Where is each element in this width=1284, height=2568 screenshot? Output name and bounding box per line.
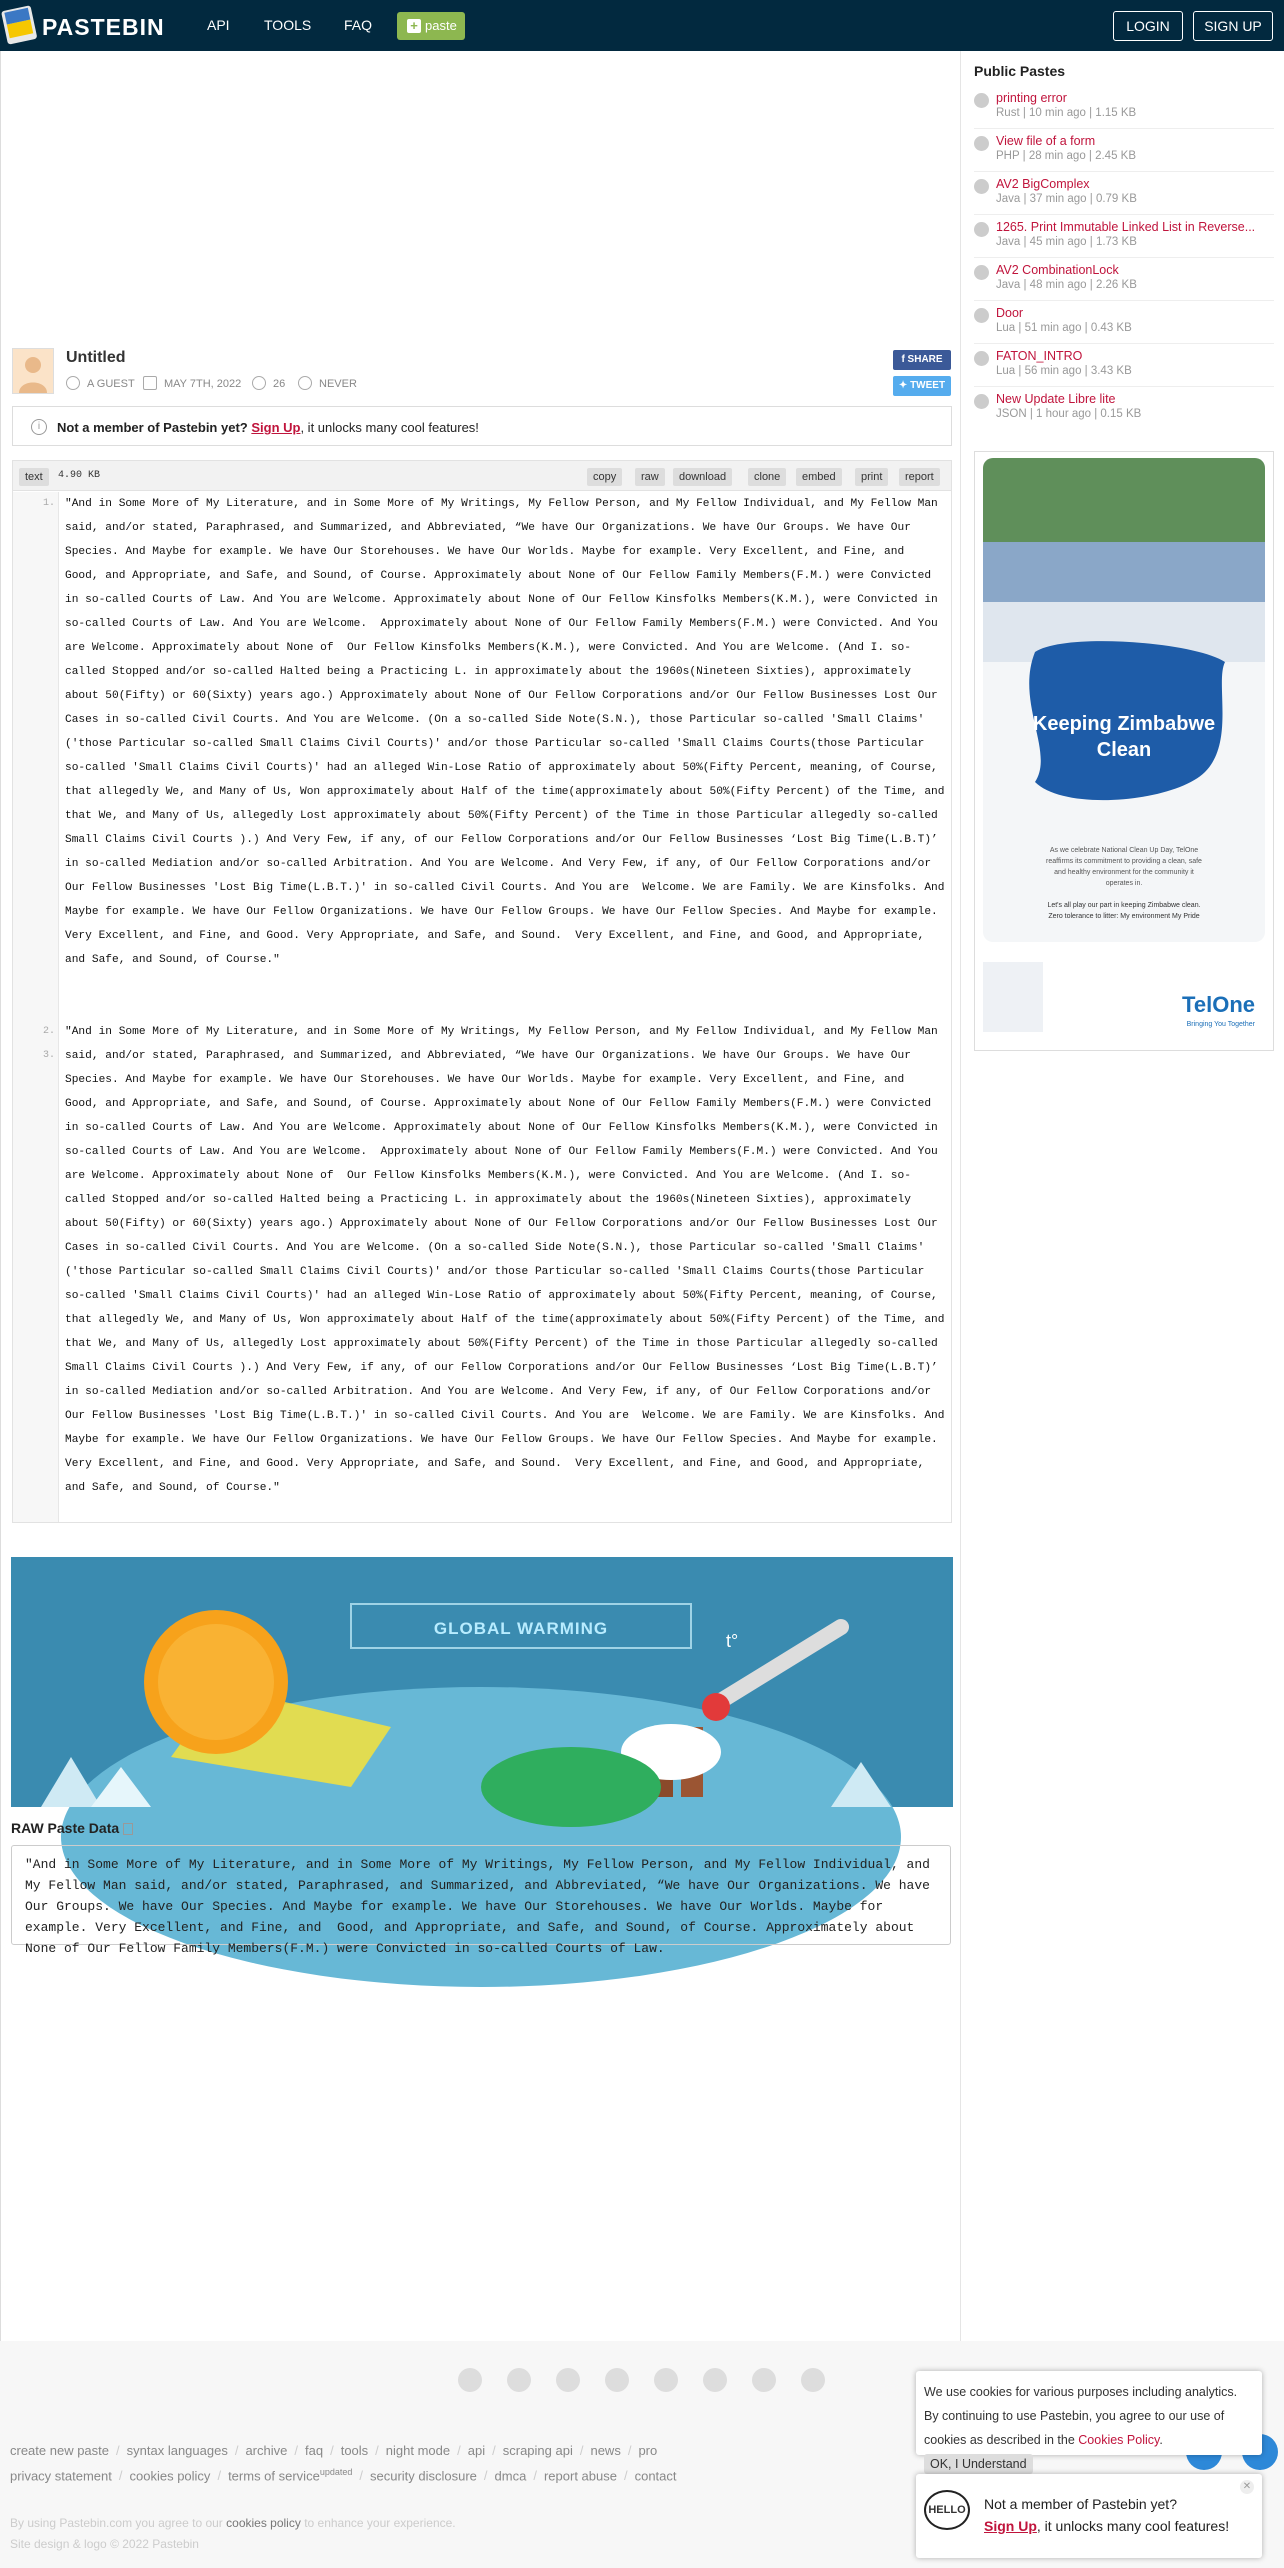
public-paste-item[interactable] bbox=[974, 306, 1274, 344]
ios-icon[interactable] bbox=[556, 2368, 580, 2392]
signup-promo-popup bbox=[916, 2474, 1262, 2558]
public-pastes-title: Public Pastes bbox=[974, 63, 1066, 79]
code-line: "And in Some More of My Literature, and in Some More of My Writings, My Fellow Person, and My Fellow Individual, and My Fellow Man said, and/or stated, Paraphrased, and Summarized, and Abbreviated, “We have Our Organizations. We have Our Groups. We have Our Species. And Maybe for example. We have Our Storehouses. We have Our Worlds. Maybe for example. Very Excellent, and Fine, and Good, and Appropriate, and Safe, and Sound, of Course. Approximately about None of Our Fellow Family Members(F.M.) were Convicted in so-called Courts of Law. And You are Welcome. Approximately about None of Our Fellow Kinsfolks Members(K.M.), were Convicted in so-called Courts of Law. And You are Welcome. Approximately about None of Our Fellow Family Members(F.M.) were Convicted. And You are Welcome. Approximately about None of Our Fellow Kinsfolks Members(K.M.), were Convicted. And You are Welcome. (And I. so-called Stopped and/or so-called Halted being a Practicing L. in approximately about the 1960s(Nineteen Sixties), approximately about 50(Fifty) or 60(Sixty) years ago.) Approximately about None of Our Fellow Corporations and/or Our Fellow Businesses Lost Our Cases in so-called Civil Courts. And You are Welcome. (On a so-called Side Note(S.N.), those Particular so-called 'Small Claims' ('those Particular so-called Small Claims Civil Courts)' and/or those Particular so-called 'Small Claims Courts(those Particular so-called 'Small Claims Civil Courts)' had an alleged Win-Lose Ratio of approximately about 50%(Fifty Percent, meaning, of Course, that allegedly We, and Many of Us, Won approximately about Half of the time(approximately about 50%(Fifty Percent) of the Time, and that We, and Many of Us, allegedly Lost approximately about 50%(Fifty Percent) of the Time in those Particular allegedly so-called Small Claims Civil Courts ).) And Very Few, if any, of our Fellow Corporations and/or Our Fellow Businesses ‘Lost Big Time(L.B.T)’ in so-called Mediation and/or so-called Arbitration. And You are Welcome. And Very Few, if any, of Our Fellow Corporations and/or Our Fellow Businesses 'Lost Big Time(L.B.T.)' in so-called Civil Courts. And You are Welcome. We are Family. We are Kinsfolks. And Maybe for example. We have Our Fellow Organizations. We have Our Fellow Groups. We have Our Fellow Species. And Maybe for example. Very Excellent, and Fine, and Good. Very Appropriate, and Safe, and Sound. Very Excellent, and Fine, and Good, and Appropriate, and Safe, and Sound, of Course." bbox=[65, 1026, 952, 1494]
paste-expiry: NEVER bbox=[319, 378, 357, 390]
raw-paste-title-text: RAW Paste Data bbox=[11, 1820, 120, 1836]
globe-icon bbox=[974, 351, 989, 366]
svg-text:and healthy environment for th: and healthy environment for the community it bbox=[1054, 869, 1194, 876]
paste-size: 4.90 KB bbox=[58, 470, 101, 481]
cookie-text: We use cookies for various purposes including analytics. By continuing to use Pastebin, you agree to our use of cookies as described in the Cookies Policy. OK, I Understand bbox=[924, 2380, 1244, 2476]
report-button[interactable]: report bbox=[899, 468, 940, 486]
footer-link[interactable]: scraping api bbox=[502, 2443, 573, 2458]
global-warming-banner-ad[interactable] bbox=[11, 1557, 953, 1807]
user-silhouette-icon bbox=[13, 349, 53, 393]
public-paste-meta: Java | 37 min ago | 0.79 KB bbox=[996, 193, 1137, 205]
line-number: 3. bbox=[42, 1050, 55, 1061]
globe-icon bbox=[974, 93, 989, 108]
paste-title: Untitled bbox=[66, 349, 126, 366]
telone-ad-graphic bbox=[975, 452, 1273, 1050]
opera-icon[interactable] bbox=[752, 2368, 776, 2392]
x-icon[interactable] bbox=[703, 2368, 727, 2392]
footer-agreement bbox=[10, 2516, 456, 2530]
public-paste-item[interactable] bbox=[974, 91, 1274, 129]
globe-icon bbox=[974, 265, 989, 280]
public-paste-title[interactable]: AV2 BigComplex bbox=[996, 177, 1090, 191]
windows-icon[interactable] bbox=[605, 2368, 629, 2392]
calendar-icon bbox=[143, 376, 157, 390]
cookies-policy-link[interactable]: cookies policy bbox=[226, 2516, 301, 2530]
public-paste-meta: Lua | 56 min ago | 3.43 KB bbox=[996, 365, 1132, 377]
code-toolbar bbox=[13, 461, 951, 491]
promo-rest: , it unlocks many cool features! bbox=[1036, 2518, 1230, 2534]
footer-link[interactable]: tools bbox=[340, 2443, 369, 2458]
public-paste-meta: PHP | 28 min ago | 2.45 KB bbox=[996, 150, 1137, 162]
public-paste-title[interactable]: FATON_INTRO bbox=[996, 349, 1083, 363]
tweet-label: TWEET bbox=[910, 380, 946, 391]
share-label: SHARE bbox=[907, 354, 943, 365]
twitter-icon: ✦ bbox=[898, 380, 911, 391]
public-paste-item[interactable] bbox=[974, 263, 1274, 301]
raw-paste-textarea[interactable] bbox=[11, 1845, 951, 1956]
signup-notice bbox=[12, 406, 952, 446]
footer-link[interactable]: news bbox=[590, 2443, 621, 2458]
updated-badge: updated bbox=[319, 2467, 353, 2477]
line-number: 2. bbox=[42, 1026, 55, 1037]
raw-paste-title bbox=[11, 1820, 133, 1836]
svg-text:Let's all play our part in kee: Let's all play our part in keeping Zimbabwe clean. bbox=[1047, 902, 1201, 909]
public-paste-meta: Java | 45 min ago | 1.73 KB bbox=[996, 236, 1137, 248]
chrome-icon[interactable] bbox=[458, 2368, 482, 2392]
globe-icon bbox=[974, 179, 989, 194]
public-paste-title[interactable]: Door bbox=[996, 306, 1024, 320]
signup-button[interactable]: SIGN UP bbox=[1193, 11, 1273, 41]
globe-icon bbox=[974, 394, 989, 409]
close-icon[interactable]: ✕ bbox=[1240, 2480, 1254, 2494]
public-paste-title[interactable]: View file of a form bbox=[996, 134, 1096, 148]
globe-icon bbox=[974, 308, 989, 323]
public-paste-title[interactable]: New Update Libre lite bbox=[996, 392, 1116, 406]
public-paste-item[interactable] bbox=[974, 392, 1274, 430]
line-number-gutter bbox=[13, 492, 59, 1522]
footer-links-row-1: create new paste / syntax languages / archive / faq / tools / night mode / api / scraping api / news / pro bbox=[10, 2443, 658, 2458]
svg-text:Keeping Zimbabwe: Keeping Zimbabwe bbox=[1032, 713, 1216, 735]
footer-link[interactable]: create new paste bbox=[10, 2443, 110, 2458]
hello-icon: HELLO bbox=[924, 2490, 970, 2530]
new-paste-button[interactable] bbox=[397, 12, 465, 40]
footer-link[interactable]: faq bbox=[305, 2443, 324, 2458]
footer-link[interactable]: archive bbox=[245, 2443, 288, 2458]
promo-line-1: Not a member of Pastebin yet? bbox=[984, 2496, 1177, 2512]
svg-text:As we celebrate National Clean: As we celebrate National Clean Up Day, TelOne bbox=[1049, 847, 1199, 854]
public-paste-title[interactable]: printing error bbox=[996, 91, 1067, 105]
nav-api[interactable]: API bbox=[207, 17, 230, 33]
footer-link[interactable]: dmca bbox=[494, 2468, 527, 2484]
footer-link[interactable]: contact bbox=[634, 2468, 677, 2484]
cookie-message: We use cookies for various purposes including analytics. By continuing to use Pastebin, you agree to our use of cookies as described in the bbox=[924, 2385, 1238, 2447]
footer-link[interactable]: syntax languages bbox=[126, 2443, 228, 2458]
nav-faq[interactable]: FAQ bbox=[344, 17, 373, 33]
footer-link[interactable]: security disclosure bbox=[369, 2468, 477, 2484]
facebook-share-button[interactable] bbox=[893, 350, 951, 370]
footer-link[interactable]: report abuse bbox=[543, 2468, 617, 2484]
svg-text:Zero tolerance to litter: My e: Zero tolerance to litter: My environment My Pride bbox=[1048, 913, 1200, 920]
public-paste-item[interactable] bbox=[974, 177, 1274, 215]
notice-text bbox=[57, 420, 479, 435]
promo-line-2 bbox=[984, 2518, 1229, 2534]
notice-question: Not a member of Pastebin yet? bbox=[57, 420, 248, 435]
twitter-tweet-button[interactable] bbox=[893, 376, 951, 396]
paste-views: 26 bbox=[273, 378, 286, 390]
public-paste-item[interactable] bbox=[974, 349, 1274, 387]
brave-icon[interactable] bbox=[801, 2368, 825, 2392]
public-paste-item[interactable] bbox=[974, 220, 1274, 258]
public-paste-meta: Java | 48 min ago | 2.26 KB bbox=[996, 279, 1137, 291]
user-icon bbox=[66, 376, 80, 390]
public-paste-item[interactable] bbox=[974, 134, 1274, 172]
firefox-icon[interactable] bbox=[507, 2368, 531, 2392]
svg-text:Bringing You Together: Bringing You Together bbox=[1186, 1021, 1255, 1028]
raw-button[interactable]: raw bbox=[635, 468, 665, 486]
clone-button[interactable]: clone bbox=[748, 468, 786, 486]
svg-text:t°: t° bbox=[726, 1631, 739, 1651]
public-paste-meta: Lua | 51 min ago | 0.43 KB bbox=[996, 322, 1132, 334]
paste-author[interactable]: A GUEST bbox=[87, 378, 135, 390]
cookie-consent-popup bbox=[916, 2371, 1262, 2471]
footer-links-row-2: privacy statement / cookies policy / terms of service$^{updated}$ / security disclosure / dmca / report abuse / contact bbox=[10, 2467, 677, 2484]
globe-icon bbox=[974, 222, 989, 237]
svg-text:Clean: Clean bbox=[1096, 739, 1152, 761]
footer-link[interactable]: privacy statement bbox=[10, 2468, 112, 2484]
nav-tools[interactable]: TOOLS bbox=[264, 17, 312, 33]
notice-rest: , it unlocks many cool features! bbox=[300, 420, 479, 435]
footer-link[interactable]: api bbox=[467, 2443, 486, 2458]
copy-button[interactable]: copy bbox=[587, 468, 622, 486]
public-paste-title[interactable]: AV2 CombinationLock bbox=[996, 263, 1119, 277]
promo-signup-link[interactable]: Sign Up bbox=[984, 2518, 1037, 2534]
svg-text:operates in.: operates in. bbox=[1105, 880, 1143, 887]
new-paste-label: paste bbox=[425, 18, 457, 33]
sidebar-advertisement[interactable] bbox=[974, 451, 1274, 1051]
paste-date: MAY 7TH, 2022 bbox=[164, 378, 242, 390]
paste-code-box bbox=[12, 460, 952, 1523]
raw-paste-text: "And in Some More of My Literature, and in Some More of My Writings, My Fellow Person, and My Fellow Individual, and My Fellow Man said, and/or stated, Paraphrased, and Summarized, and Abbreviated, “We have Our Organizations. We have Our Groups. We have Our Species. And Maybe for example. We have Our Storehouses. We have Our Worlds. Maybe for example. Very Excellent, and Fine, and Good, and Appropriate, and Safe, and Sound, of Course. Approximately about None of Our Fellow Family Members(F.M.) were Convicted in so-called Courts of Law. bbox=[25, 1857, 938, 1956]
brand-name[interactable]: PASTEBIN bbox=[42, 14, 165, 40]
notice-signup-link[interactable]: Sign Up bbox=[251, 420, 301, 435]
embed-button[interactable]: embed bbox=[796, 468, 842, 486]
plus-icon: + bbox=[407, 19, 421, 33]
line-number: 1. bbox=[42, 498, 55, 509]
svg-text:TelOne: TelOne bbox=[1182, 992, 1255, 1017]
footer-copyright: Site design & logo © 2022 Pastebin bbox=[10, 2537, 199, 2551]
cookie-policy-link[interactable]: Cookies Policy bbox=[1078, 2433, 1160, 2447]
public-paste-meta: JSON | 1 hour ago | 0.15 KB bbox=[996, 408, 1142, 420]
footer-link[interactable]: pro bbox=[638, 2443, 658, 2458]
public-paste-title[interactable]: 1265. Print Immutable Linked List in Reverse... bbox=[996, 220, 1256, 234]
svg-text:reaffirms its commitment to pr: reaffirms its commitment to providing a clean, safe bbox=[1046, 858, 1202, 865]
info-icon: i bbox=[31, 419, 47, 435]
footer-link[interactable]: cookies policy bbox=[129, 2468, 211, 2484]
agree-pre: By using Pastebin.com you agree to our bbox=[10, 2516, 223, 2530]
clock-icon bbox=[298, 376, 312, 390]
footer-link[interactable]: terms of service bbox=[228, 2468, 320, 2484]
android-icon[interactable] bbox=[654, 2368, 678, 2392]
code-line: "And in Some More of My Literature, and in Some More of My Writings, My Fellow Person, and My Fellow Individual, and My Fellow Man said, and/or stated, Paraphrased, and Summarized, and Abbreviated, “We have Our Organizations. We have Our Groups. We have Our Species. And Maybe for example. We have Our Storehouses. We have Our Worlds. Maybe for example. Very Excellent, and Fine, and Good, and Appropriate, and Safe, and Sound, of Course. Approximately about None of Our Fellow Family Members(F.M.) were Convicted in so-called Courts of Law. And You are Welcome. Approximately about None of Our Fellow Kinsfolks Members(K.M.), were Convicted in so-called Courts of Law. And You are Welcome. Approximately about None of Our Fellow Family Members(F.M.) were Convicted. And You are Welcome. Approximately about None of Our Fellow Kinsfolks Members(K.M.), were Convicted. And You are Welcome. (And I. so-called Stopped and/or so-called Halted being a Practicing L. in approximately about the 1960s(Nineteen Sixties), approximately about 50(Fifty) or 60(Sixty) years ago.) Approximately about None of Our Fellow Corporations and/or Our Fellow Businesses Lost Our Cases in so-called Civil Courts. And You are Welcome. (On a so-called Side Note(S.N.), those Particular so-called 'Small Claims' ('those Particular so-called Small Claims Civil Courts)' and/or those Particular so-called 'Small Claims Courts(those Particular so-called 'Small Claims Civil Courts)' had an alleged Win-Lose Ratio of approximately about 50%(Fifty Percent, meaning, of Course, that allegedly We, and Many of Us, Won approximately about Half of the time(approximately about 50%(Fifty Percent) of the Time, and that We, and Many of Us, allegedly Lost approximately about 50%(Fifty Percent) of the Time in those Particular allegedly so-called Small Claims Civil Courts ).) And Very Few, if any, of our Fellow Corporations and/or Our Fellow Businesses ‘Lost Big Time(L.B.T)’ in so-called Mediation and/or so-called Arbitration. And You are Welcome. And Very Few, if any, of Our Fellow Corporations and/or Our Fellow Businesses 'Lost Big Time(L.B.T.)' in so-called Civil Courts. And You are Welcome. We are Family. We are Kinsfolks. And Maybe for example. We have Our Fellow Organizations. We have Our Fellow Groups. We have Our Fellow Species. And Maybe for example. Very Excellent, and Fine, and Good. Very Appropriate, and Safe, and Sound. Very Excellent, and Fine, and Good, and Appropriate, and Safe, and Sound, of Course." bbox=[65, 498, 952, 966]
public-paste-meta: Rust | 10 min ago | 1.15 KB bbox=[996, 107, 1137, 119]
pastebin-logo-icon[interactable] bbox=[4, 4, 36, 44]
eye-icon bbox=[252, 376, 266, 390]
cookie-ok-button[interactable]: OK, I Understand bbox=[924, 2454, 1033, 2474]
globe-icon bbox=[974, 136, 989, 151]
guest-avatar bbox=[12, 348, 54, 394]
login-button[interactable]: LOGIN bbox=[1113, 11, 1183, 41]
print-button[interactable]: print bbox=[855, 468, 888, 486]
facebook-icon: f bbox=[901, 354, 908, 365]
copy-icon[interactable] bbox=[123, 1823, 133, 1835]
svg-text:GLOBAL WARMING: GLOBAL WARMING bbox=[433, 1619, 609, 1638]
footer-link[interactable]: night mode bbox=[385, 2443, 451, 2458]
sidebar bbox=[960, 51, 1284, 2341]
agree-post: to enhance your experience. bbox=[304, 2516, 456, 2530]
download-button[interactable]: download bbox=[673, 468, 732, 486]
syntax-tag[interactable]: text bbox=[19, 468, 49, 486]
global-warming-illustration bbox=[11, 1557, 953, 1807]
top-navbar bbox=[0, 0, 1284, 51]
